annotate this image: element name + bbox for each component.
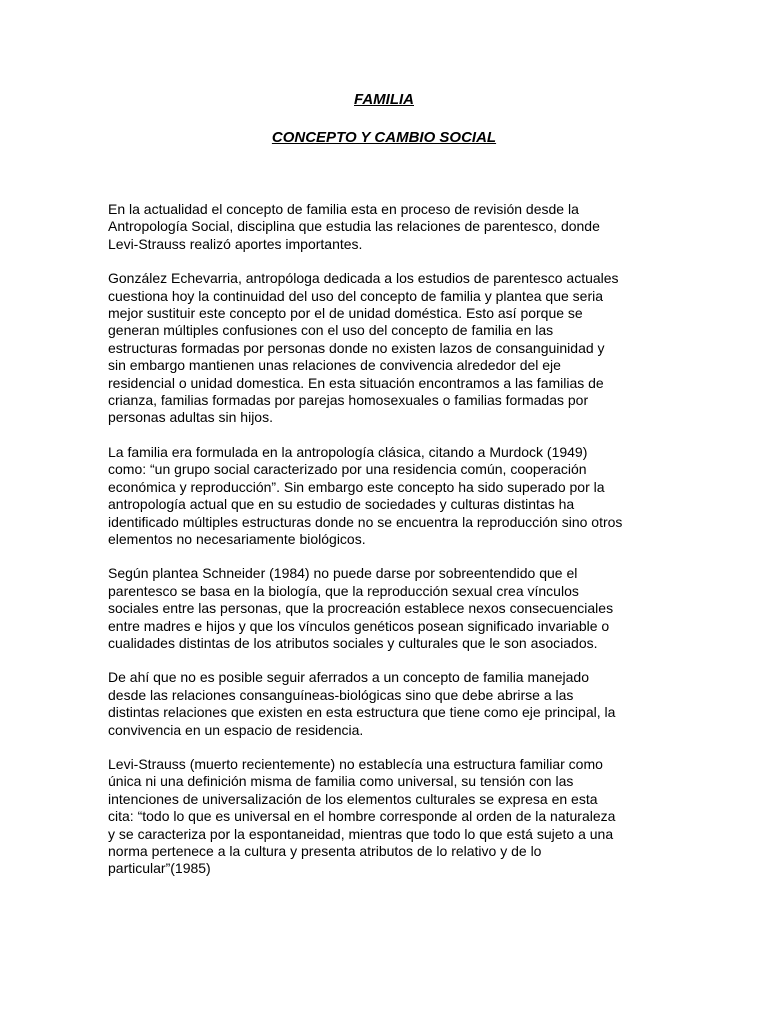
- paragraph-5: De ahí que no es posible seguir aferrados a un concepto de familia manejado desde las relaciones consanguíneas-biológicas sino que debe abrirse a las distintas relaciones que existen en esta estructura que tiene como eje principal, la convivencia en un espacio de residencia.: [108, 669, 616, 738]
- paragraph-4: Según plantea Schneider (1984) no puede darse por sobreentendido que el parentesco se basa en la biología, que la reproducción sexual crea vínculos sociales entre las personas, que la procreación establece nexos consecuenciales entre madres e hijos y que los vínculos genéticos posean significado invariable o cualidades distintas de los atributos sociales y culturales que le son asociados.: [108, 565, 614, 651]
- paragraph-3: La familia era formulada en la antropología clásica, citando a Murdock (1949) como: “un grupo social caracterizado por una residencia común, cooperación económica y reproducción”. Sin embargo este concepto ha sido superado por la antropología actual que en su estudio de sociedades y culturas distintas ha identificado múltiples estructuras donde no se encuentra la reproducción sino otros elementos no necesariamente biológicos.: [108, 443, 623, 547]
- paragraph-1: En la actualidad el concepto de familia esta en proceso de revisión desde la Antropología Social, disciplina que estudia las relaciones de parentesco, donde Levi-Strauss realizó aportes importantes.: [108, 201, 600, 252]
- document-body: [108, 201, 668, 895]
- document-subtitle: CONCEPTO Y CAMBIO SOCIAL: [271, 129, 497, 146]
- paragraph-2: González Echevarria, antropóloga dedicada a los estudios de parentesco actuales cuestiona hoy la continuidad del uso del concepto de familia y plantea que seria mejor sustituir este concepto por el de unidad doméstica. Esto así porque se generan múltiples confusiones con el uso del concepto de familia en las estructuras formadas por personas donde no existen lazos de consanguinidad y sin embargo mantienen unas relaciones de convivencia alrededor del eje residencial o unidad domestica. En esta situación encontramos a las familias de crianza, familias formadas por parejas homosexuales o familias formadas por personas adultas sin hijos.: [108, 270, 619, 426]
- paragraph-6: Levi-Strauss (muerto recientemente) no establecía una estructura familiar como única ni una definición misma de familia como universal, su tensión con las intenciones de universalización de los elementos culturales se expresa en esta cita: “todo lo que es universal en el hombre corresponde al orden de la naturaleza y se caracteriza por la espontaneidad, mientras que todo lo que está sujeto a una norma pertenece a la cultura y presenta atributos de lo relativo y de lo particular”(1985): [108, 755, 616, 877]
- document-title: FAMILIA: [354, 91, 414, 108]
